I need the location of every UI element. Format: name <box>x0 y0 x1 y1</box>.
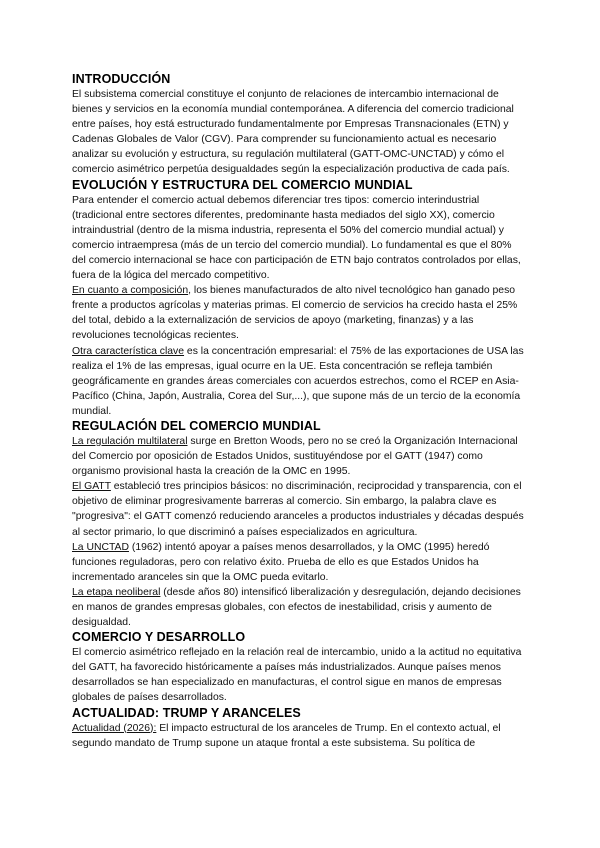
paragraph-text: , los bienes manufacturados de alto nivel tecnológico han ganado peso frente a productos agrícolas y materias primas. El comercio de servicios ha crecido hasta el 25% del total, debido a la externalización de servicios de apoyo (marketing, finanzas) y a las revoluciones tecnológicas recientes. <box>72 285 518 342</box>
actualidad-paragraph <box>72 721 526 751</box>
regulacion-heading: REGULACIÓN DEL COMERCIO MUNDIAL <box>72 418 321 433</box>
paragraph-text: El impacto estructural de los aranceles de Trump. En el contexto actual, el segundo mandato de Trump supone un ataque frontal a este subsistema. Su política de <box>72 722 501 749</box>
evolucion-heading: EVOLUCIÓN Y ESTRUCTURA DEL COMERCIO MUNDIAL <box>72 177 413 192</box>
regulacion-paragraph-4 <box>72 585 526 630</box>
evolucion-paragraph-2 <box>72 283 526 343</box>
intro-heading: INTRODUCCIÓN <box>72 72 171 86</box>
underlined-lead: En cuanto a composición <box>72 285 189 297</box>
desarrollo-paragraph: El comercio asimétrico reflejado en la relación real de intercambio, unido a la actitud no equitativa del GATT, ha favorecido históricamente a países más industrializados. Aunque países menos desarrollados se han especializado en manufacturas, el control sigue en manos de empresas globales de países desarrollados. <box>72 647 522 704</box>
paragraph-text: (1962) intentó apoyar a países menos desarrollados, y la OMC (1995) heredó funciones reguladoras, pero con relativo éxito. Prueba de ello es que Estados Unidos ha incrementado aranceles sin que la OMC pueda evitarlo. <box>72 541 490 583</box>
underlined-lead: El GATT <box>72 481 111 493</box>
underlined-lead: La regulación multilateral <box>72 435 188 447</box>
paragraph-text: (desde años 80) intensificó liberalización y desregulación, dejando decisiones en manos de grandes empresas globales, con efectos de inestabilidad, crisis y aumento de desigualdad. <box>72 586 521 629</box>
underlined-lead: La UNCTAD <box>72 541 129 553</box>
paragraph-text: estableció tres principios básicos: no discriminación, reciprocidad y transparencia, con el objetivo de eliminar progresivamente barreras al comercio. Sin embargo, la palabra clave es "progresiva": el GATT comenzó reduciendo aranceles a productos industriales y décadas después al sector primario, lo que discriminó a países especializados en agricultura. <box>72 481 524 538</box>
regulacion-paragraph-2 <box>72 479 526 539</box>
paragraph-text: surge en Bretton Woods, pero no se creó la Organización Internacional del Comercio por oposición de Estados Unidos, sustituyéndose por el GATT (1947) como organismo provisional hasta la creación de la OMC en 1995. <box>72 435 518 478</box>
regulacion-paragraph-1 <box>72 434 526 479</box>
actualidad-heading: ACTUALIDAD: TRUMP Y ARANCELES <box>72 705 301 720</box>
regulacion-paragraph-3 <box>72 540 526 585</box>
intro-paragraph: El subsistema comercial constituye el conjunto de relaciones de intercambio internacional de bienes y servicios en la economía mundial contemporánea. A diferencia del comercio tradicional entre países, hoy está estructurado fundamentalmente por Empresas Transnacionales (ETN) y Cadenas Globales de Valor (CGV). Para comprender su funcionamiento actual es necesario analizar su evolución y estructura, su regulación multilateral (GATT-OMC-UNCTAD) y cómo el comercio asimétrico perpetúa desigualdades según la especialización productiva de cada país. <box>72 89 514 176</box>
paragraph-text: es la concentración empresarial: el 75% de las exportaciones de USA las realiza el 1% de las empresas, igual ocurre en la UE. Esta concentración se refleja también geográficamente en grandes áreas comerciales con acuerdos estrechos, como el RCEP en Asia-Pacífico (China, Japón, Australia, Corea del Sur,...), que supone más de un tercio de la economía mundial. <box>72 345 524 417</box>
underlined-lead: Actualidad (2026): <box>72 722 157 734</box>
evolucion-paragraph-3 <box>72 344 526 419</box>
desarrollo-heading: COMERCIO Y DESARROLLO <box>72 630 246 645</box>
underlined-lead: La etapa neoliberal <box>72 586 161 598</box>
underlined-lead: Otra característica clave <box>72 345 185 357</box>
evolucion-paragraph-1: Para entender el comercio actual debemos diferenciar tres tipos: comercio interindustrial (tradicional entre sectores diferentes, predominante hasta mediados del siglo XX), comercio intraindustrial (dentro de la misma industria, representa el 50% del comercio mundial actual) y comercio intraempresa (más de un tercio del comercio mundial). Lo fundamental es que el 80% del comercio internacional se hace con participación de ETN bajo contratos controlados por ellas, fuera de la lógica del mercado competitivo. <box>72 194 521 282</box>
